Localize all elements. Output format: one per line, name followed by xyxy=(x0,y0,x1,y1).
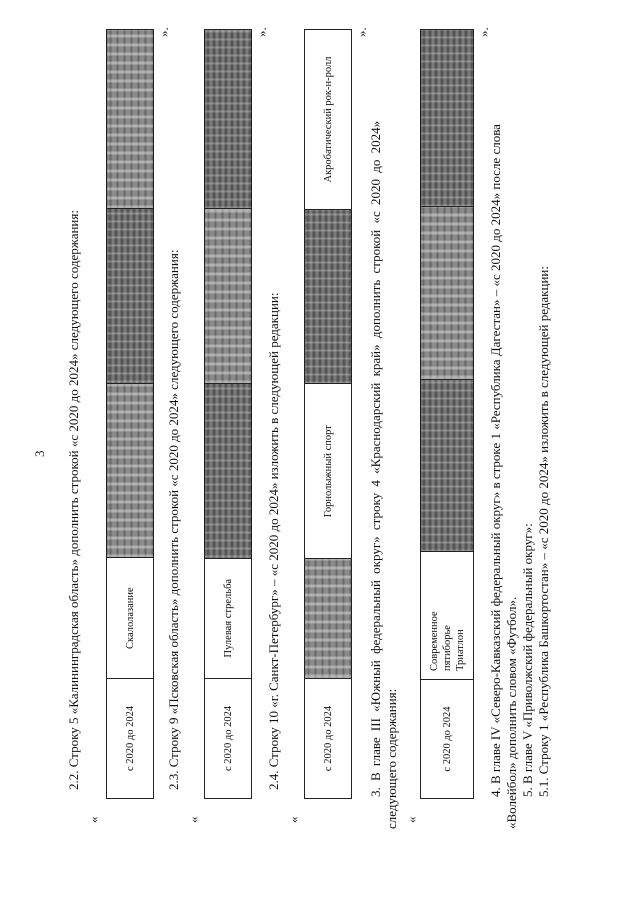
table-3 xyxy=(420,29,474,799)
table-3-sport-line-2: пятиборье xyxy=(441,625,453,672)
open-quote: « xyxy=(404,816,419,823)
redacted-cell xyxy=(305,210,352,384)
table-3-sport xyxy=(421,552,474,680)
section-2-4-heading: 2.4. Строку 10 «г. Санкт-Петербург» – «с 2020 до 2024» изложить в следующей редакции: xyxy=(266,292,281,790)
table-2-4-sport-1: Горнолыжный спорт xyxy=(305,384,352,559)
redacted-cell xyxy=(205,30,252,210)
section-4-line-2: «Волейбол» дополнить словом «Футбол». xyxy=(504,596,519,829)
table-2-4-sport-2: Акробатический рок-н-ролл xyxy=(305,30,352,210)
redacted-cell xyxy=(421,379,474,551)
section-2-3-heading: 2.3. Строку 9 «Псковская область» дополнить строкой «с 2020 до 2024» следующего содержания: xyxy=(166,249,181,790)
table-2-3-year: с 2020 до 2024 xyxy=(205,678,252,798)
close-quote: ». xyxy=(354,27,369,37)
redacted-cell xyxy=(107,30,154,209)
page-number: 3 xyxy=(32,450,47,457)
table-2-3 xyxy=(204,29,252,799)
open-quote: « xyxy=(286,816,301,823)
section-2-2-heading: 2.2. Строку 5 «Калининградская область» дополнить строкой «с 2020 до 2024» следующего содержания: xyxy=(66,210,81,790)
redacted-cell xyxy=(205,384,252,559)
table-3-sport-line-1: Современное xyxy=(428,611,440,672)
open-quote: « xyxy=(86,816,101,823)
redacted-cell xyxy=(205,209,252,384)
redacted-cell xyxy=(107,209,154,383)
section-4-line-1: 4. В главе IV «Северо-Кавказский федеральный округ» в строке 1 «Республика Дагестан» – «с 2020 до 2024» после слова xyxy=(488,124,503,797)
section-5-1-line: 5.1. Строку 1 «Республика Башкортостан» – «с 2020 до 2024» изложить в следующей редакции: xyxy=(536,266,551,797)
table-3-sport-line-3: Триатлон xyxy=(454,629,466,672)
table-2-2-year: с 2020 до 2024 xyxy=(107,678,154,798)
open-quote: « xyxy=(186,816,201,823)
table-2-3-sport: Пулевая стрельба xyxy=(205,558,252,678)
table-2-2-sport: Скалолазание xyxy=(107,558,154,678)
section-5-line: 5. В главе V «Приволжский федеральный округ»: xyxy=(520,523,535,797)
close-quote: ». xyxy=(476,27,491,37)
redacted-cell xyxy=(421,207,474,379)
redacted-cell xyxy=(107,383,154,557)
redacted-cell xyxy=(421,30,474,207)
redacted-cell xyxy=(305,559,352,679)
section-3-line-1: 3. В главе III «Южный федеральный округ» строку 4 «Краснодарский край» дополнить строкой «с 2020 до 2024» xyxy=(368,120,383,797)
close-quote: ». xyxy=(254,27,269,37)
table-2-4 xyxy=(304,29,352,799)
table-2-4-year: с 2020 до 2024 xyxy=(305,678,352,798)
section-3-line-2: следующего содержания: xyxy=(384,688,399,829)
table-3-year: с 2020 до 2024 xyxy=(421,680,474,799)
table-2-2 xyxy=(106,29,154,799)
close-quote: ». xyxy=(156,27,171,37)
